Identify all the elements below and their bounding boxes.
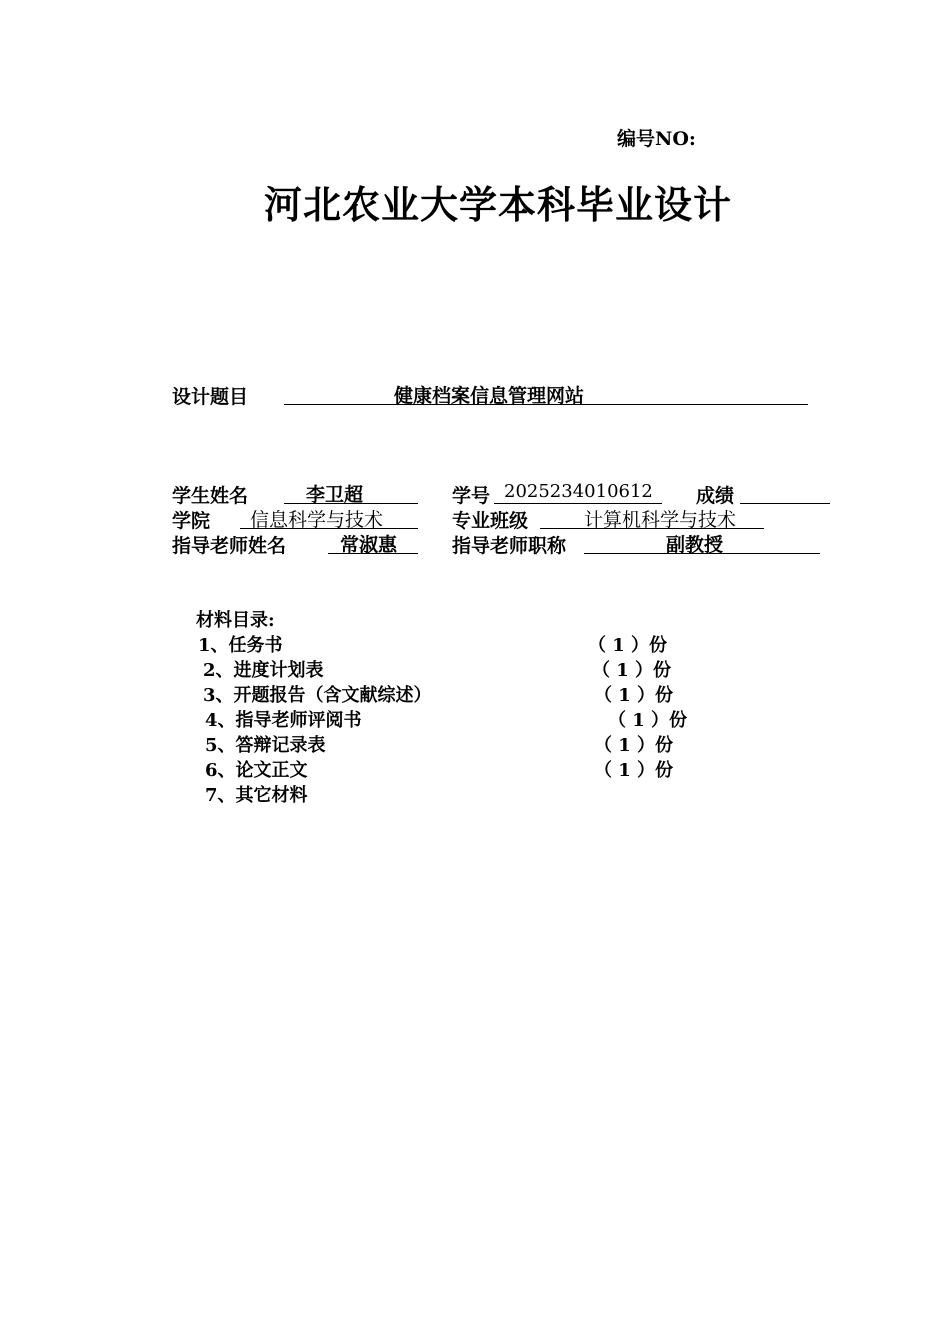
college-label: 学院 [172,510,211,532]
advisor-title-value: 副教授 [666,534,724,556]
student-id-underline [494,503,662,504]
design-topic-label: 设计题目 [172,386,249,408]
material-item-count: （ 1 ）份 [594,685,674,706]
material-item-name: 6、论文正文 [205,760,308,781]
materials-heading: 材料目录: [196,610,275,631]
grade-label: 成绩 [696,485,735,507]
material-item-name: 3、开题报告（含文献综述） [203,685,432,706]
material-item-name: 2、进度计划表 [203,660,324,681]
advisor-title-label: 指导老师职称 [452,535,567,557]
material-item-count: （ 1 ）份 [594,760,674,781]
advisor-name-label: 指导老师姓名 [172,535,287,557]
student-id-value: 2025234010612 [504,481,653,502]
advisor-name-value: 常淑惠 [340,534,398,556]
grade-underline [740,503,830,504]
material-item-name: 5、答辩记录表 [205,735,326,756]
design-topic-value: 健康档案信息管理网站 [394,385,585,407]
student-name-value: 李卫超 [306,484,364,506]
material-item-count: （ 1 ）份 [608,710,688,731]
college-value: 信息科学与技术 [250,509,384,531]
student-id-label: 学号 [452,485,491,507]
material-item-name: 1、任务书 [198,635,283,656]
student-name-label: 学生姓名 [172,485,249,507]
class-value: 计算机科学与技术 [584,509,737,531]
material-item-name: 7、其它材料 [205,785,308,806]
material-item-count: （ 1 ）份 [592,660,672,681]
document-title: 河北农业大学本科毕业设计 [263,182,732,227]
class-label: 专业班级 [452,510,529,532]
material-item-name: 4、指导老师评阅书 [205,710,362,731]
material-item-count: （ 1 ）份 [588,635,668,656]
material-item-count: （ 1 ）份 [594,735,674,756]
serial-number-label: 编号NO: [617,128,696,150]
